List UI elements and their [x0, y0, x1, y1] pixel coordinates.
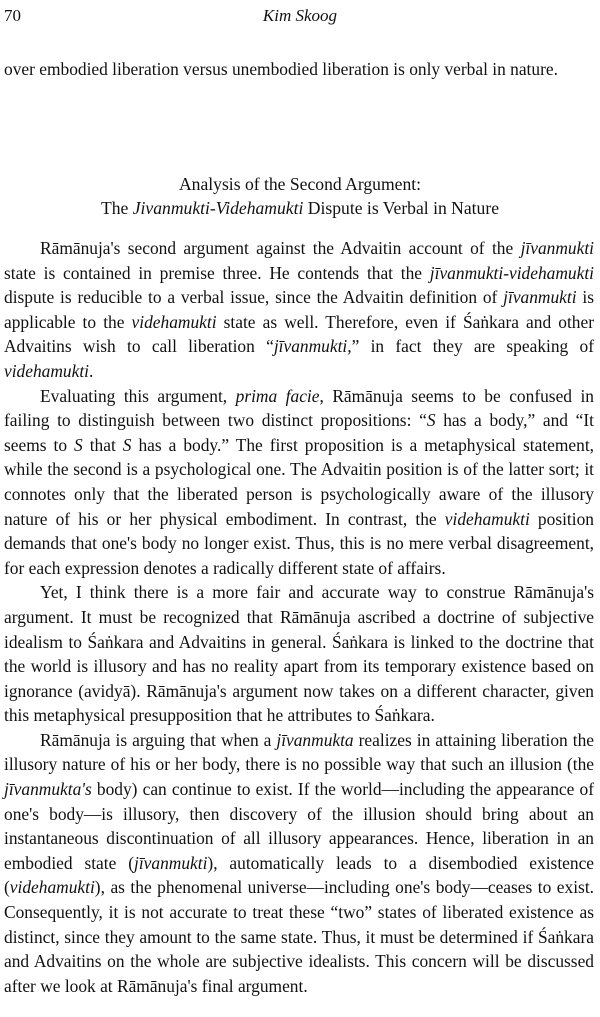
text-run: body) can continue to exist. If the world—including the appearance of one's body—is illusory, then discovery of the illusion should bring about an instantaneous discontinuation of all illusory appearances. Hence, liberation in an embodied state ( [4, 779, 594, 873]
paragraph-2 [4, 384, 594, 581]
italic-term: jīvanmukti [134, 852, 208, 873]
text-run: that [82, 434, 123, 455]
intro-block [4, 57, 594, 82]
text-run: Evaluating this argument, [40, 385, 236, 406]
text-run: realizes in attaining liberation the illusory nature of his or her body, there is no possible way that such an illusion (the [4, 729, 594, 775]
text-run: has a body,” and “It seems to [4, 410, 594, 455]
italic-term: jīvanmukti, [273, 336, 352, 357]
heading-italic-term: Jivanmukti-Videhamukti [132, 198, 304, 218]
italic-term: S [74, 434, 83, 455]
text-run: ” in fact they are speaking of [351, 336, 594, 357]
italic-term: S [122, 434, 132, 455]
text-run: dispute is reducible to a verbal issue, since the Advaitin definition of [4, 287, 504, 308]
italic-term: jīvanmukti [520, 238, 594, 258]
italic-term: S [426, 410, 436, 431]
italic-term: jīvanmukti-videhamukti [429, 262, 594, 283]
running-head: Kim Skoog [262, 6, 338, 25]
paragraph-3: Yet, I think there is a more fair and accurate way to construe Rāmānuja's argument. It must be recognized that Rāmānuja ascribed a doctrine of subjective idealism to Śaṅkara and Advaitins in general. Śaṅkara is linked to the doctrine that the world is illusory and has no reality apart from its temporary existence based on ignorance (avidyā). Rāmānuja's argument now takes on a different character, given this metaphysical presupposition that he attributes to Śaṅkara. [4, 582, 594, 726]
section-heading [0, 172, 600, 220]
intro-paragraph: over embodied liberation versus unembodied liberation is only verbal in nature. [4, 59, 558, 79]
page-number: 70 [4, 6, 21, 25]
text-run: Rāmānuja is arguing that when a [40, 729, 277, 750]
text-run: position demands that one's body no longer exist. Thus, this is no mere verbal disagreement, for each expression denotes a radically different state of affairs. [4, 508, 594, 578]
text-run: Rāmānuja's second argument against the Advaitin account of the [40, 238, 521, 258]
italic-term: jīvanmukta [276, 729, 354, 750]
italic-term: prima facie [235, 385, 320, 406]
page-header [0, 4, 600, 28]
italic-term: videhamukti [131, 311, 217, 332]
italic-term: jīvanmukta's [4, 779, 92, 800]
italic-term: jīvanmukti [503, 287, 577, 308]
heading-text: Dispute is Verbal in Nature [303, 198, 500, 218]
italic-term: videhamukti [4, 360, 89, 381]
text-run: ), as the phenomenal universe—including one's body—ceases to exist. Consequently, it is not accurate to treat these “two” states of liberated existence as distinct, since they amount to the same state. Thus, it must be determined if Śaṅkara and Advaitins on the whole are subjective idealists. This concern will be discussed after we look at Rāmānuja's final argument. [4, 877, 594, 996]
section-heading-line-1: Analysis of the Second Argument: [178, 174, 422, 194]
text-run: has a body.” The first proposition is a metaphysical statement, while the second is a psychological one. The Advaitin position is of the latter sort; it connotes only that the liberated person is psychologically aware of the illusory nature of his or her physical embodiment. In contrast, the [4, 434, 594, 529]
text-run: state is contained in premise three. He contends that the [4, 262, 430, 283]
text-run: state as well. Therefore, even if Śaṅkara and other Advaitins wish to call liberation “ [4, 311, 594, 357]
text-run: , Rāmānuja seems to be confused in failing to distinguish between two distinct propositions: “ [4, 385, 595, 431]
text-run: . [89, 360, 94, 381]
paragraph-1 [4, 236, 594, 384]
heading-text: The [100, 198, 133, 218]
section-heading-line-2 [0, 196, 600, 220]
text-run: is applicable to the [4, 287, 594, 332]
main-text [4, 236, 594, 998]
text-run: ), automatically leads to a disembodied existence ( [4, 852, 595, 898]
italic-term: videhamukti [444, 508, 530, 529]
italic-term: videhamukti [9, 877, 95, 898]
paragraph-4 [4, 728, 594, 999]
